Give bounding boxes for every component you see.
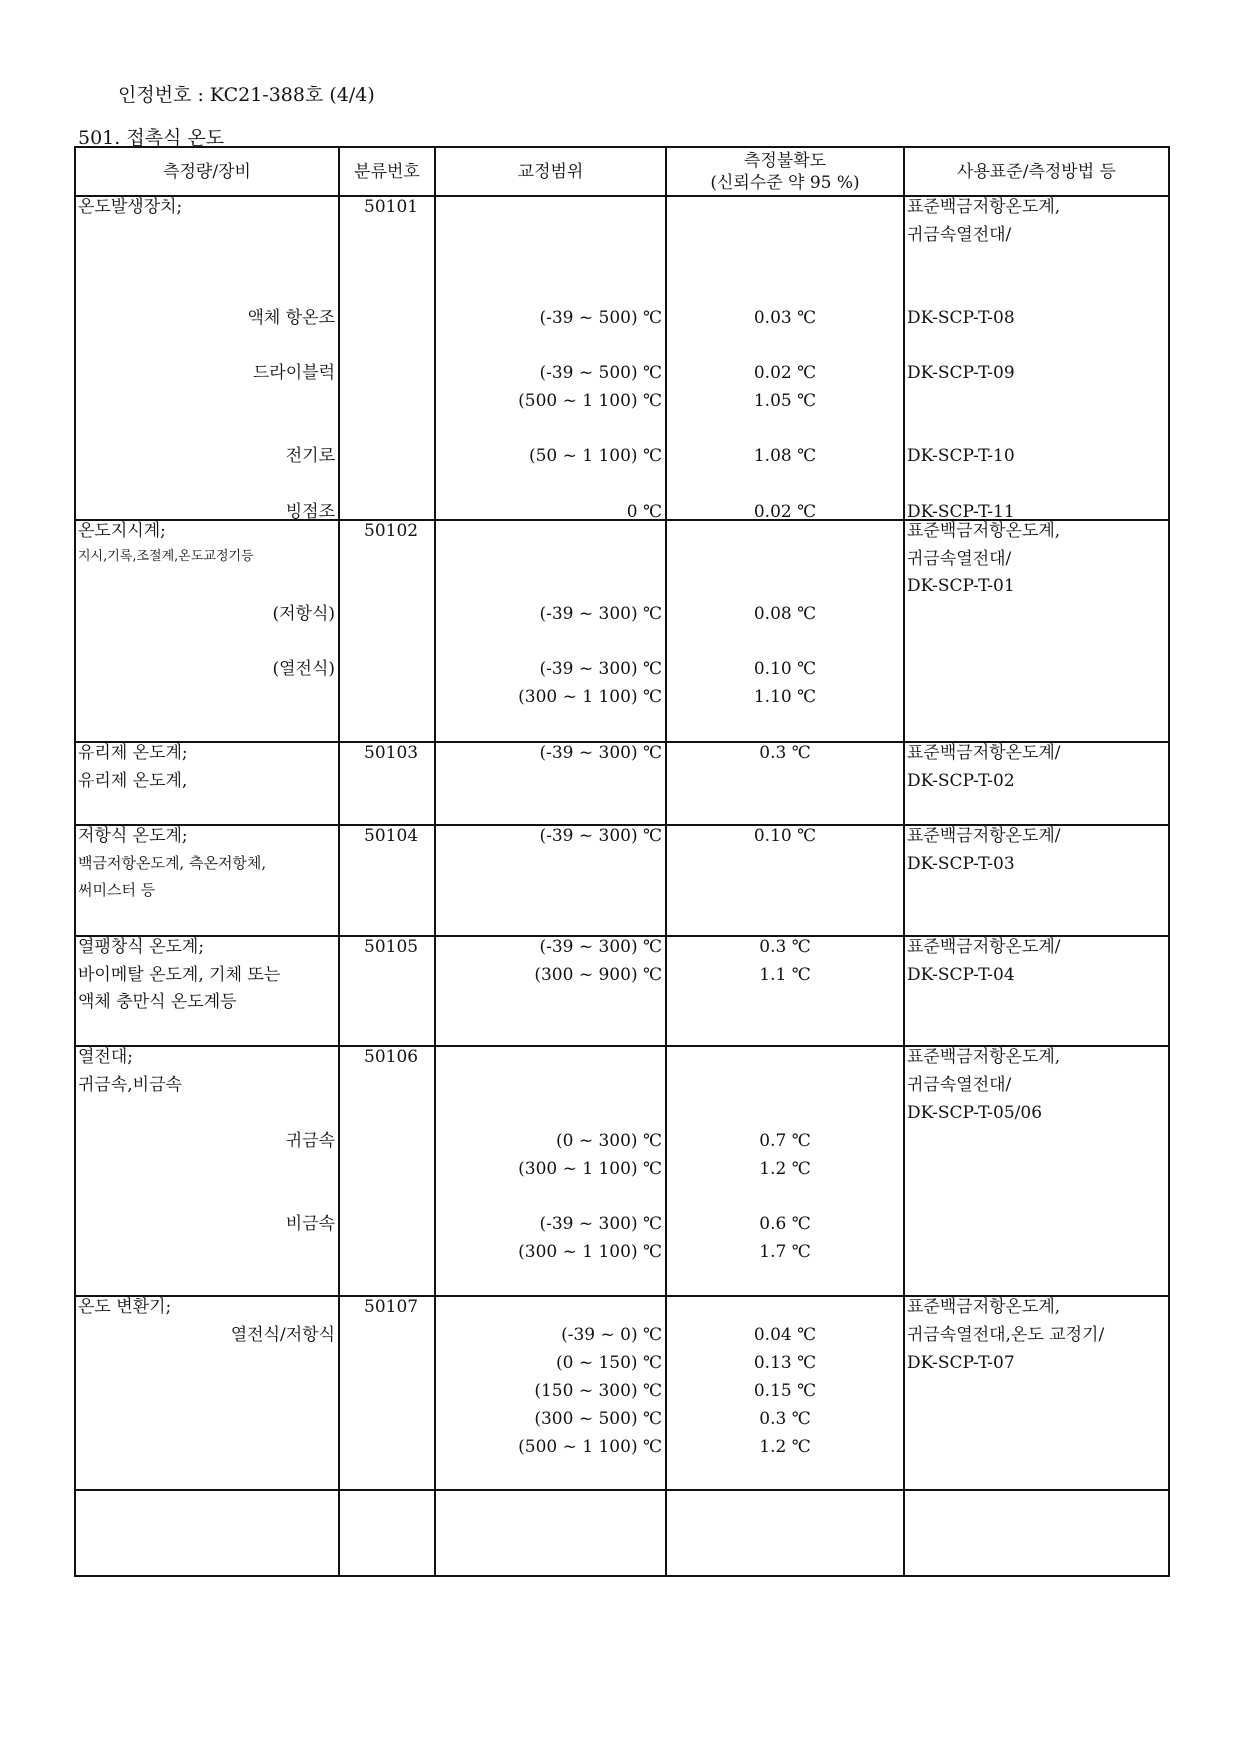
table-row <box>75 196 1169 520</box>
uncertainty-value: 1.05 ℃ <box>753 391 817 411</box>
range-value: (-39 ~ 500) ℃ <box>539 363 662 383</box>
col-header-standard: 사용표준/측정방법 등 <box>904 147 1169 196</box>
sub-item: 열전식/저항식 <box>230 1325 335 1345</box>
uncertainty-value: 1.7 ℃ <box>759 1242 811 1262</box>
item-detail: 귀금속,비금속 <box>78 1075 182 1095</box>
standard-text: DK-SCP-T-07 <box>907 1353 1015 1373</box>
standard-text: DK-SCP-T-03 <box>907 854 1015 874</box>
col-header-confidence-level: (신뢰수준 약 95 %) <box>710 172 860 193</box>
standard-text: 귀금속열전대,온도 교정기/ <box>907 1325 1105 1345</box>
standard-text: DK-SCP-T-05/06 <box>907 1103 1043 1123</box>
sub-item: 비금속 <box>285 1214 335 1234</box>
uncertainty-value: 0.04 ℃ <box>753 1325 817 1345</box>
range-value: (300 ~ 500) ℃ <box>534 1409 662 1429</box>
range-value: 0 ℃ <box>626 502 662 522</box>
item-name: 열팽창식 온도계; <box>78 937 205 957</box>
col-header-range: 교정범위 <box>435 147 666 196</box>
standard-text: 표준백금저항온도계, <box>907 197 1061 217</box>
range-value: (-39 ~ 300) ℃ <box>539 604 662 624</box>
item-detail: 지시,기록,조절계,온도교정기등 <box>78 549 254 564</box>
range-value: (-39 ~ 300) ℃ <box>539 659 662 679</box>
uncertainty-value: 0.10 ℃ <box>753 826 817 846</box>
classification-code: 50105 <box>364 937 419 957</box>
uncertainty-value: 1.2 ℃ <box>759 1437 811 1457</box>
uncertainty-value: 1.2 ℃ <box>759 1159 811 1179</box>
empty-cell <box>75 1490 339 1576</box>
table-row <box>75 1296 1169 1490</box>
range-value: (300 ~ 1 100) ℃ <box>518 1242 662 1262</box>
item-name: 저항식 온도계; <box>78 826 188 846</box>
uncertainty-value: 0.15 ℃ <box>753 1381 817 1401</box>
sub-item: 빙점조 <box>285 502 335 522</box>
uncertainty-value: 0.02 ℃ <box>753 363 817 383</box>
col-header-uncertainty-title: 측정불확도 <box>743 150 827 171</box>
standard-text: DK-SCP-T-04 <box>907 965 1015 985</box>
item-detail: 백금저항온도계, 측온저항체, <box>78 854 267 872</box>
range-value: (0 ~ 150) ℃ <box>555 1353 662 1373</box>
range-value: (-39 ~ 300) ℃ <box>539 826 662 846</box>
range-value: (50 ~ 1 100) ℃ <box>528 446 662 466</box>
uncertainty-value: 0.3 ℃ <box>759 743 811 763</box>
item-detail: 써미스터 등 <box>78 881 156 899</box>
empty-row <box>75 1490 1169 1576</box>
table-row <box>75 936 1169 1046</box>
empty-cell <box>904 1490 1169 1576</box>
sub-item: 전기로 <box>285 446 335 466</box>
uncertainty-value: 0.02 ℃ <box>753 502 817 522</box>
classification-code: 50103 <box>364 743 419 763</box>
empty-cell <box>435 1490 666 1576</box>
standard-text: 표준백금저항온도계/ <box>907 743 1061 763</box>
classification-code: 50107 <box>364 1297 419 1317</box>
item-name: 열전대; <box>78 1047 133 1067</box>
range-value: (300 ~ 900) ℃ <box>534 965 662 985</box>
table-row <box>75 825 1169 936</box>
uncertainty-value: 0.13 ℃ <box>753 1353 817 1373</box>
range-value: (300 ~ 1 100) ℃ <box>518 1159 662 1179</box>
range-value: (500 ~ 1 100) ℃ <box>518 391 662 411</box>
classification-code: 50101 <box>364 197 419 217</box>
item-detail: 액체 충만식 온도계등 <box>78 992 237 1012</box>
standard-text: 표준백금저항온도계/ <box>907 826 1061 846</box>
standard-text: 귀금속열전대/ <box>907 549 1012 569</box>
sub-item: 드라이블럭 <box>252 363 335 383</box>
uncertainty-value: 0.3 ℃ <box>759 937 811 957</box>
table-row <box>75 520 1169 742</box>
range-value: (300 ~ 1 100) ℃ <box>518 687 662 707</box>
uncertainty-value: 1.08 ℃ <box>753 446 817 466</box>
item-detail: 바이메탈 온도계, 기체 또는 <box>78 965 281 985</box>
empty-cell <box>339 1490 435 1576</box>
standard-text: 표준백금저항온도계, <box>907 1297 1061 1317</box>
item-name: 온도발생장치; <box>78 197 183 217</box>
standard-text: 귀금속열전대/ <box>907 1075 1012 1095</box>
item-name: 온도 변환기; <box>78 1297 172 1317</box>
range-value: (-39 ~ 300) ℃ <box>539 937 662 957</box>
section-title: 501. 접촉식 온도 <box>78 127 225 149</box>
standard-text: DK-SCP-T-10 <box>907 446 1015 466</box>
standard-text: 표준백금저항온도계, <box>907 1047 1061 1067</box>
col-header-code: 분류번호 <box>339 147 435 196</box>
standard-text: DK-SCP-T-08 <box>907 308 1015 328</box>
uncertainty-value: 0.7 ℃ <box>759 1131 811 1151</box>
standard-text: 표준백금저항온도계, <box>907 521 1061 541</box>
uncertainty-value: 1.10 ℃ <box>753 687 817 707</box>
uncertainty-value: 0.08 ℃ <box>753 604 817 624</box>
standard-text: DK-SCP-T-01 <box>907 576 1015 596</box>
range-value: (-39 ~ 300) ℃ <box>539 1214 662 1234</box>
range-value: (0 ~ 300) ℃ <box>555 1131 662 1151</box>
classification-code: 50102 <box>364 521 419 541</box>
classification-code: 50104 <box>364 826 419 846</box>
table-header-row <box>75 147 1169 196</box>
item-name: 유리제 온도계; <box>78 743 188 763</box>
standard-text: 귀금속열전대/ <box>907 225 1012 245</box>
certificate-number: 인정번호 : KC21-388호 (4/4) <box>118 84 375 106</box>
sub-item: (열전식) <box>272 659 335 679</box>
uncertainty-value: 0.10 ℃ <box>753 659 817 679</box>
col-header-uncertainty <box>666 147 904 196</box>
classification-code: 50106 <box>364 1047 419 1067</box>
standard-text: DK-SCP-T-09 <box>907 363 1015 383</box>
range-value: (-39 ~ 0) ℃ <box>561 1325 662 1345</box>
standard-text: DK-SCP-T-02 <box>907 771 1015 791</box>
standard-text: DK-SCP-T-11 <box>907 502 1015 522</box>
item-detail: 유리제 온도계, <box>78 771 188 791</box>
range-value: (150 ~ 300) ℃ <box>534 1381 662 1401</box>
empty-cell <box>666 1490 904 1576</box>
uncertainty-value: 0.3 ℃ <box>759 1409 811 1429</box>
range-value: (-39 ~ 300) ℃ <box>539 743 662 763</box>
uncertainty-value: 1.1 ℃ <box>759 965 811 985</box>
sub-item: 귀금속 <box>285 1131 335 1151</box>
table-row <box>75 1046 1169 1296</box>
table-row <box>75 742 1169 825</box>
standard-text: 표준백금저항온도계/ <box>907 937 1061 957</box>
col-header-measurand: 측정량/장비 <box>75 147 339 196</box>
uncertainty-value: 0.6 ℃ <box>759 1214 811 1234</box>
uncertainty-value: 0.03 ℃ <box>753 308 817 328</box>
item-name: 온도지시계; <box>78 521 166 541</box>
sub-item: 액체 항온조 <box>247 308 335 328</box>
sub-item: (저항식) <box>272 604 335 624</box>
range-value: (500 ~ 1 100) ℃ <box>518 1437 662 1457</box>
calibration-table <box>74 146 1170 1577</box>
range-value: (-39 ~ 500) ℃ <box>539 308 662 328</box>
